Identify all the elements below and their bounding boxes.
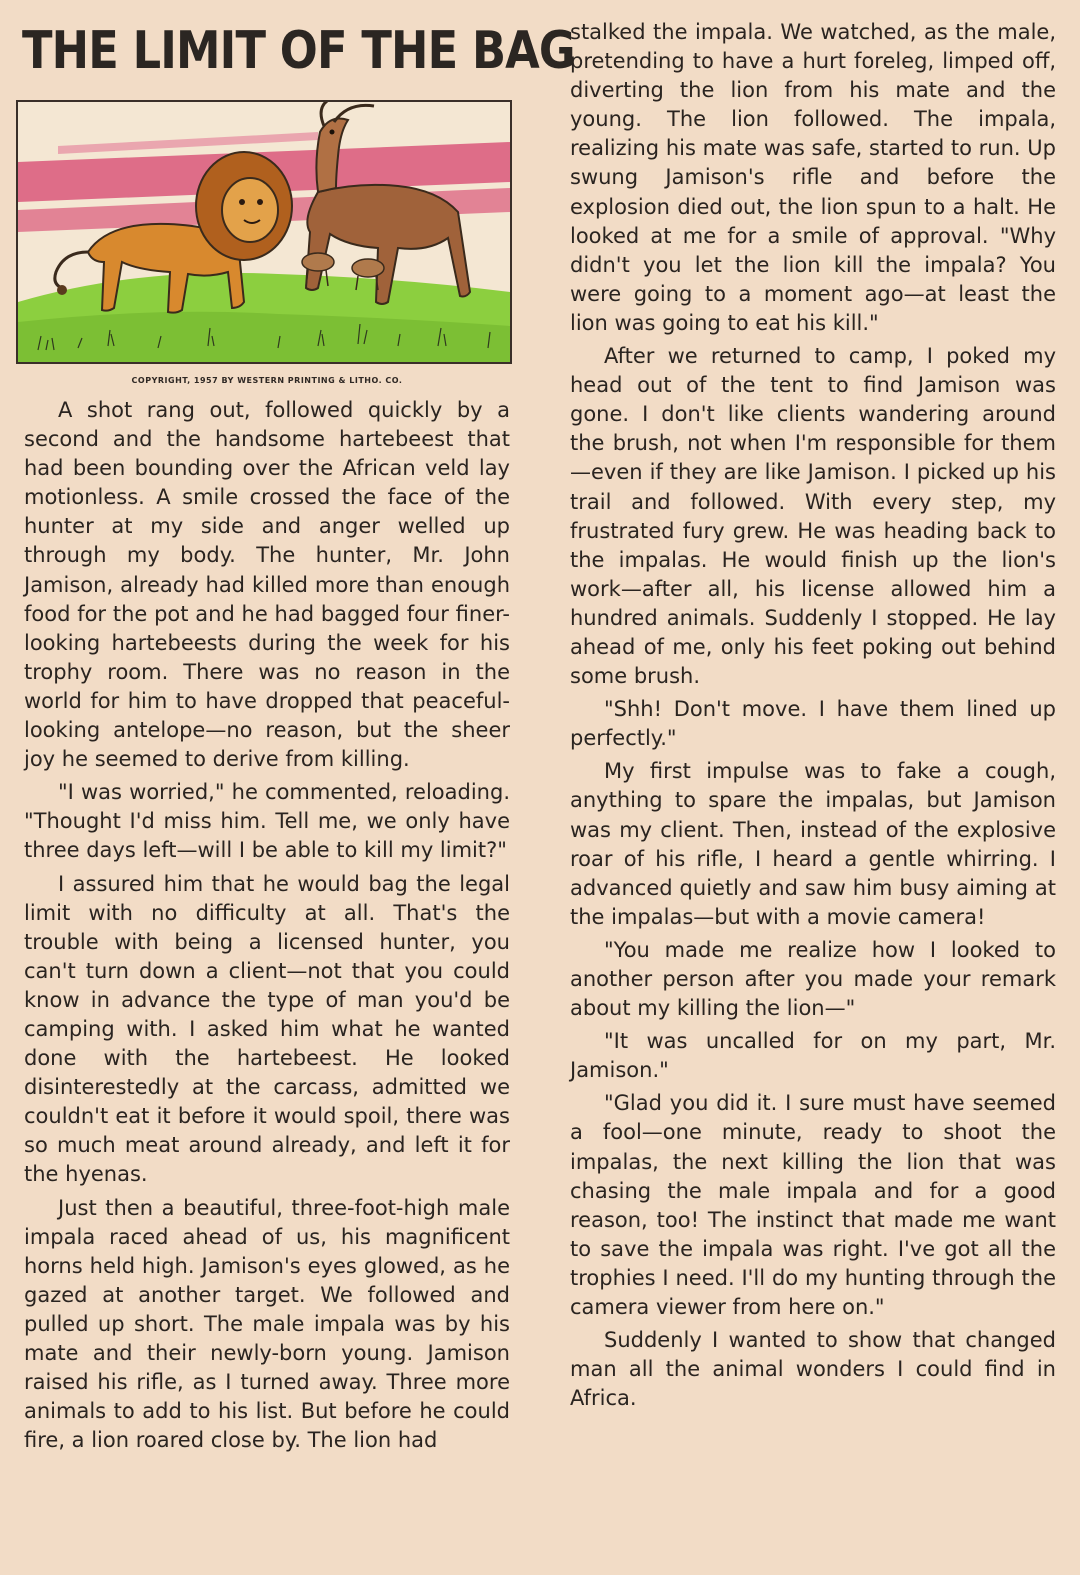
story-illustration — [16, 100, 512, 364]
story-title: THE LIMIT OF THE BAG — [22, 21, 575, 81]
story-paragraph: "It was uncalled for on my part, Mr. Jamison." — [570, 1029, 1056, 1083]
story-paragraph: My first impulse was to fake a cough, anything to spare the impalas, but Jamison was my client. Then, instead of the explosive roar of his rifle, I heard a gentle whirring. I advanced quietly and saw him busy aiming at the impalas—but with a movie camera! — [570, 759, 1056, 929]
story-paragraph: After we returned to camp, I poked my head out of the tent to find Jamison was gone. I don't like clients wandering around the brush, not when I'm responsible for them—even if they are like Jamison. I picked up his trail and followed. With every step, my frustrated fury grew. He was heading back to the impalas. He would finish up the lion's work—after all, his license allowed him a hundred animals. Suddenly I stopped. He lay ahead of me, only his feet poking out behind some brush. — [570, 344, 1056, 689]
story-paragraph: "Shh! Don't move. I have them lined up perfectly." — [570, 697, 1056, 751]
right-column-text — [570, 18, 1056, 1413]
story-paragraph: "You made me realize how I looked to another person after you made your remark about my killing the lion—" — [570, 937, 1056, 1021]
story-paragraph-continued: stalked the impala. We watched, as the male, pretending to have a hurt foreleg, limped off, diverting the lion from his mate and the young. The lion followed. The impala, realizing his mate was safe, started to run. Up swung Jamison's rifle and before the explosion died out, the lion spun to a halt. He looked at me for a smile of approval. "Why didn't you let the lion kill the impala? You were going to a moment ago—at least the lion was going to eat his kill." — [570, 20, 1056, 335]
copyright-line: COPYRIGHT, 1957 BY WESTERN PRINTING & LITHO. CO. — [131, 376, 403, 385]
lion-chasing-impala-illustration — [18, 102, 510, 362]
story-paragraph: "Glad you did it. I sure must have seemed a fool—one minute, ready to shoot the impalas, the next killing the lion that was chasing the male impala and for a good reason, too! The instinct that made me want to save the impala was right. I've got all the trophies I need. I'll do my hunting through the camera viewer from here on." — [570, 1091, 1056, 1320]
story-paragraph: "I was worried," he commented, reloading. "Thought I'd miss him. Tell me, we only have three days left—will I be able to kill my limit?" — [24, 780, 510, 863]
left-column-text — [24, 396, 510, 1455]
story-paragraph: Just then a beautiful, three-foot-high male impala raced ahead of us, his magnificent horns held high. Jamison's eyes glowed, as he gazed at another target. We followed and pulled up short. The male impala was by his mate and their newly-born young. Jamison raised his rifle, as I turned away. Three more animals to add to his list. But before he could fire, a lion roared close by. The lion had — [24, 1195, 510, 1453]
story-paragraph: I assured him that he would bag the legal limit with no difficulty at all. That's the trouble with being a licensed hunter, you can't turn down a client—not that you could know in advance the type of man you'd be camping with. I asked him what he wanted done with the hartebeest. He looked disinterestedly at the carcass, admitted we couldn't eat it before it would spoil, there was so much meat around already, and left it for the hyenas. — [24, 871, 510, 1187]
story-paragraph: Suddenly I wanted to show that changed man all the animal wonders I could find in Africa. — [570, 1328, 1056, 1411]
story-paragraph: A shot rang out, followed quickly by a second and the handsome hartebeest that had been bounding over the African veld lay motionless. A smile crossed the face of the hunter at my side and anger welled up through my body. The hunter, Mr. John Jamison, already had killed more than enough food for the pot and he had bagged four finer-looking hartebeests during the week for his trophy room. There was no reason in the world for him to have dropped that peaceful-looking antelope—no reason, but the sheer joy he seemed to derive from killing. — [24, 398, 510, 772]
